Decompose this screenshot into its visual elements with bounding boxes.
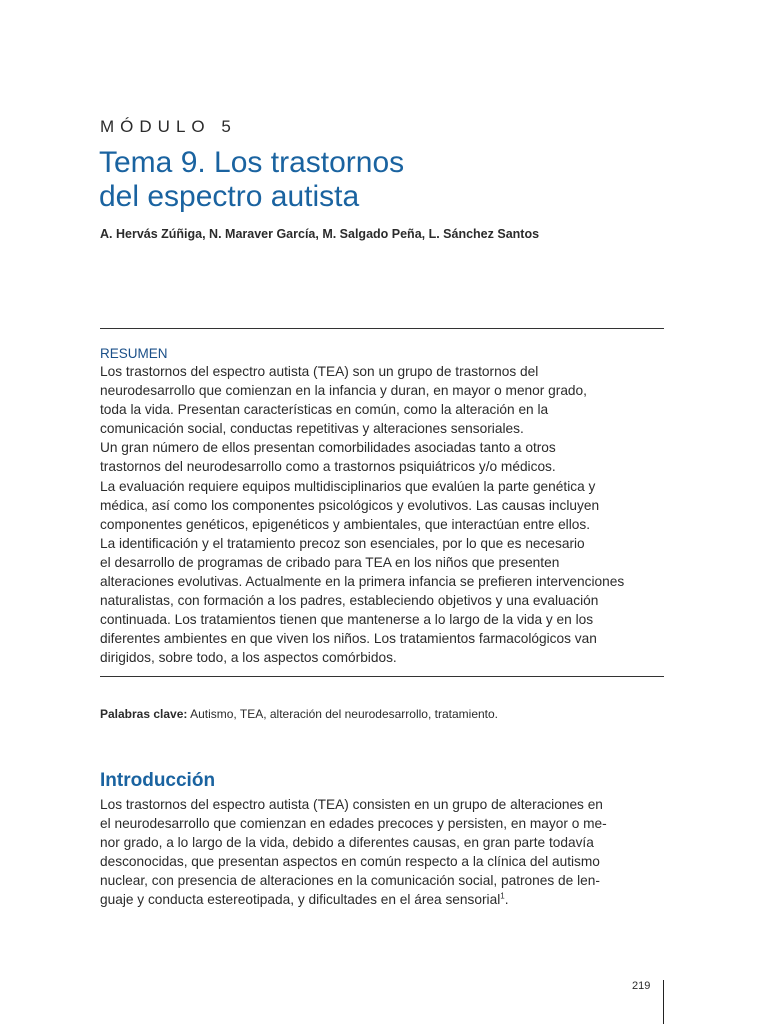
chapter-title [99,146,659,214]
summary-line: componentes genéticos, epigenéticos y ambientales, que interactúan entre ellos. [100,516,591,532]
page-margin-bar [663,980,664,1024]
summary-line: trastornos del neurodesarrollo como a trastornos psiquiátricos y/o médicos. [100,459,556,475]
keywords-label: Palabras clave: [100,707,188,721]
authors-line: A. Hervás Zúñiga, N. Maraver García, M. Salgado Peña, L. Sánchez Santos [100,227,540,241]
summary-line: dirigidos, sobre todo, a los aspectos comórbidos. [100,650,397,666]
summary-line: diferentes ambientes en que viven los niños. Los tratamientos farmacológicos van [100,631,597,647]
summary-line: naturalistas, con formación a los padres, estableciendo objetivos y una evaluación [100,593,599,609]
chapter-title-line-1: Tema 9. Los trastornos [99,146,405,179]
introduction-body [100,795,680,910]
summary-line: La identificación y el tratamiento precoz son esenciales, por lo que es necesario [100,535,585,551]
summary-line: La evaluación requiere equipos multidisciplinarios que evalúen la parte genética y [100,478,596,494]
summary-line: alteraciones evolutivas. Actualmente en la primera infancia se prefieren intervenciones [100,574,625,590]
module-label: MÓDULO 5 [100,117,237,136]
introduction-line: Los trastornos del espectro autista (TEA) consisten en un grupo de alteraciones en [100,797,603,812]
keywords [100,707,498,721]
chapter-title-line-2: del espectro autista [99,180,360,213]
introduction-line [100,890,680,909]
summary-line: continuada. Los tratamientos tienen que mantenerse a lo largo de la vida y en los [100,612,594,628]
summary-heading: RESUMEN [100,346,168,361]
summary-bottom-rule [100,676,664,677]
summary-line: médica, así como los componentes psicológicos y evolutivos. Las causas incluyen [100,497,600,513]
page-number: 219 [632,980,651,992]
introduction-heading: Introducción [100,770,216,791]
summary-line: el desarrollo de programas de cribado para TEA en los niños que presenten [100,554,560,570]
introduction-line: nuclear, con presencia de alteraciones en la comunicación social, patrones de len- [100,873,600,889]
introduction-line: nor grado, a lo largo de la vida, debido a diferentes causas, en gran parte todavía [100,835,594,851]
summary-line: Los trastornos del espectro autista (TEA) son un grupo de trastornos del [100,364,539,379]
summary-line: Un gran número de ellos presentan comorbilidades asociadas tanto a otros [100,440,556,456]
summary-line: neurodesarrollo que comienzan en la infancia y duran, en mayor o menor grado, [100,383,587,399]
introduction-last-line-end: . [504,892,509,908]
introduction-last-line-text: guaje y conducta estereotipada, y dificultades en el área sensorial [100,892,501,908]
summary-line: toda la vida. Presentan características en común, como la alteración en la [100,402,549,418]
introduction-line: el neurodesarrollo que comienzan en edades precoces y persisten, en mayor o me- [100,816,607,832]
summary-line: comunicación social, conductas repetitivas y alteraciones sensoriales. [100,421,524,437]
footnote-reference[interactable]: 1 [500,891,505,901]
summary-top-rule [100,328,664,329]
keywords-text: Autismo, TEA, alteración del neurodesarrollo, tratamiento. [187,707,499,721]
summary-body [100,362,680,668]
introduction-line: desconocidas, que presentan aspectos en común respecto a la clínica del autismo [100,854,600,870]
